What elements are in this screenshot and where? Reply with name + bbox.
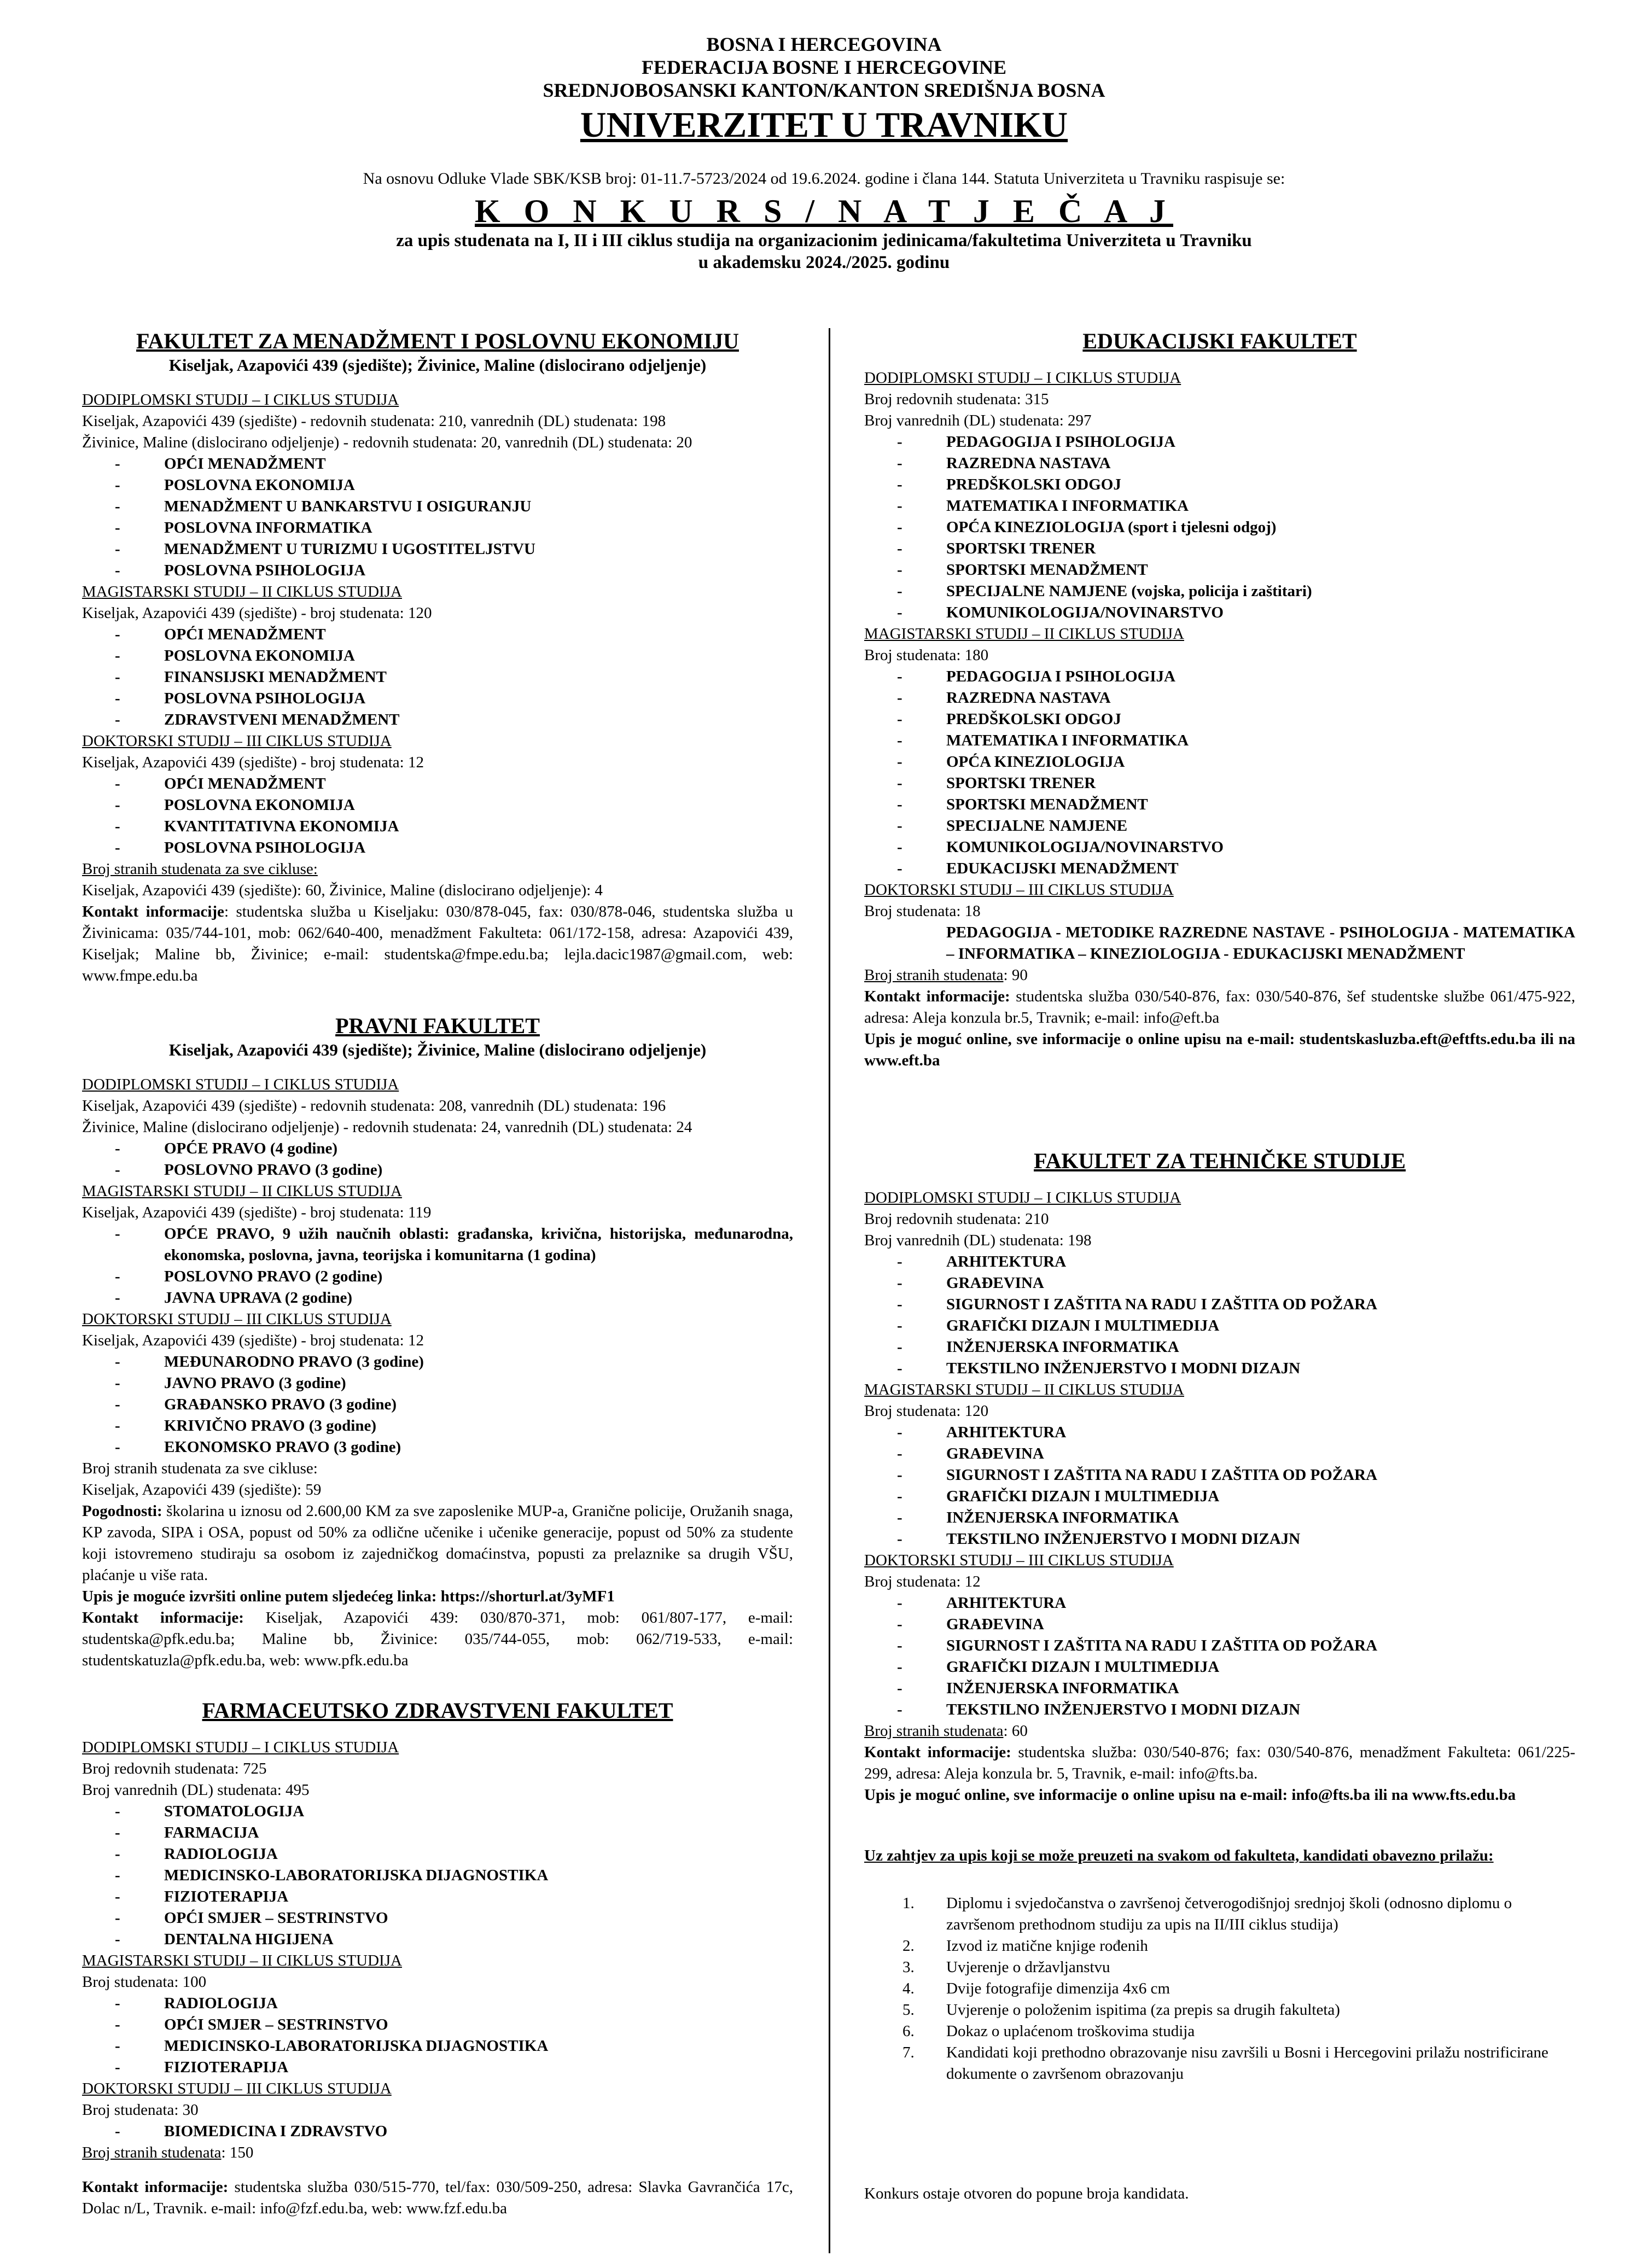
quota-line: Broj vanrednih (DL) studenata: 297 [864,412,1092,429]
requirement-number: 5. [902,2001,915,2019]
document-subtitle-2: u akademsku 2024./2025. godinu [698,253,950,272]
program-item: - JAVNO PRAVO (3 godine) [82,1373,793,1394]
program-item: - POSLOVNA EKONOMIJA [82,795,793,816]
program-item: - RADIOLOGIJA [82,1993,793,2014]
program-item: - JAVNA UPRAVA (2 godine) [82,1287,793,1309]
foreign-heading: Broj stranih studenata za sve cikluse: [82,1460,318,1477]
program-item: - OPĆI MENADŽMENT [82,773,793,795]
contact-info [864,1742,1575,1785]
program-item: - OPĆA KINEZIOLOGIJA (sport i tjelesni odgoj) [864,517,1575,538]
quota-line: Broj vanrednih (DL) studenata: 198 [864,1232,1092,1249]
contact-info [82,901,793,987]
faculty-fmpe [82,328,793,987]
contact-text: : studentska služba u Kiseljaku: 030/878-045, fax: 030/878-046, studentska služba u Živinicama: 035/744-101, mob: 062/640-400, menadžment Fakulteta: 061/172-158, adresa: Azapovići 439, Kiseljak; Maline bb, Živinice; e-mail: studentska@fmpe.edu.ba; lejla.dacic1987@gmail.com, web: www.fmpe.edu.ba [82,903,793,984]
quota-line: Broj redovnih studenata: 725 [82,1760,267,1777]
cycle-heading: DODIPLOMSKI STUDIJ – I CIKLUS STUDIJA [82,1739,399,1756]
program-item: - TEKSTILNO INŽENJERSTVO I MODNI DIZAJN [864,1358,1575,1379]
cycle-heading: DODIPLOMSKI STUDIJ – I CIKLUS STUDIJA [864,1189,1181,1206]
program-list [82,2121,793,2142]
quota-line: Broj studenata: 120 [864,1402,989,1420]
requirement-number: 7. [902,2044,915,2061]
program-item: - SPECIJALNE NAMJENE (vojska, policija i zaštitari) [864,581,1575,602]
program-item: - POSLOVNO PRAVO (3 godine) [82,1159,793,1181]
faculty-fts [864,1148,1575,1806]
contact-label: Kontakt informacije: [82,2178,229,2196]
foreign-quota: Kiseljak, Azapovići 439 (sjedište): 60, Živinice, Maline (dislocirano odjeljenje): 4 [82,882,603,899]
program-item: - PREDŠKOLSKI ODGOJ [864,709,1575,730]
requirement-item [864,1893,1575,1935]
requirement-text: Uvjerenje o položenim ispitima (za prepis sa drugih fakulteta) [946,2001,1340,2019]
faculty-title: FARMACEUTSKO ZDRAVSTVENI FAKULTET [202,1698,673,1723]
benefits-label: Pogodnosti: [82,1502,162,1520]
quota-line: Broj redovnih studenata: 315 [864,390,1049,408]
benefits-text: školarina u iznosu od 2.600,00 KM za sve zaposlenike MUP-a, Granične policije, Oružanih snaga, KP zavoda, SIPA i OSA, popust od 50% za odlične učenike i učenike generacije, popust od 50% za studente koji istovremeno studiraju sa osobom iz zajedničkog domaćinstva, popusti za prelaznike sa drugih VŠU, plaćanje u više rata. [82,1502,793,1584]
program-item: - GRAĐEVINA [864,1273,1575,1294]
left-column [82,328,793,2219]
program-list [864,1593,1575,1721]
foreign-label: Broj stranih studenata [82,2144,222,2161]
cycle-heading: DOKTORSKI STUDIJ – III CIKLUS STUDIJA [82,1310,392,1328]
foreign-quota [864,965,1575,986]
requirement-text: Izvod iz matične knjige rođenih [946,1937,1148,1955]
requirement-number: 6. [902,2022,915,2040]
program-item: - SIGURNOST I ZAŠTITA NA RADU I ZAŠTITA OD POŽARA [864,1465,1575,1486]
cycle-heading: MAGISTARSKI STUDIJ – II CIKLUS STUDIJA [82,1182,402,1200]
online-enrollment: Upis je moguć online, sve informacije o online upisu na e-mail: info@fts.ba ili na www.fts.edu.ba [864,1786,1516,1804]
program-item: - FIZIOTERAPIJA [82,1886,793,1908]
foreign-quota [82,2142,793,2164]
quota-line: Broj redovnih studenata: 210 [864,1210,1049,1228]
contact-label: Kontakt informacije: [82,1609,244,1626]
requirement-text: Dvije fotografije dimenzija 4x6 cm [946,1980,1171,1997]
program-item: - STOMATOLOGIJA [82,1801,793,1822]
program-item: - SPECIJALNE NAMJENE [864,815,1575,837]
faculty-eft [864,328,1575,1071]
program-item: - SIGURNOST I ZAŠTITA NA RADU I ZAŠTITA OD POŽARA [864,1294,1575,1315]
program-list [864,1422,1575,1550]
contact-info [82,1607,793,1671]
program-item: - GRAĐEVINA [864,1443,1575,1465]
cycle-heading: DOKTORSKI STUDIJ – III CIKLUS STUDIJA [82,2080,392,2097]
contact-label: Kontakt informacije [82,903,224,920]
requirements-list [864,1893,1575,2085]
program-item: - OPĆE PRAVO (4 godine) [82,1138,793,1159]
faculty-pravni [82,1013,793,1671]
federation-line: FEDERACIJA BOSNE I HERCEGOVINE [641,56,1007,78]
cycle-heading: DOKTORSKI STUDIJ – III CIKLUS STUDIJA [864,1552,1174,1569]
foreign-label: Broj stranih studenata [864,966,1004,984]
program-item: - GRAĐANSKO PRAVO (3 godine) [82,1394,793,1415]
program-item: - INŽENJERSKA INFORMATIKA [864,1337,1575,1358]
quota-line: Broj studenata: 30 [82,2101,199,2119]
program-item: - SPORTSKI TRENER [864,773,1575,794]
program-item: - PEDAGOGIJA I PSIHOLOGIJA [864,432,1575,453]
program-item: - EKONOMSKO PRAVO (3 godine) [82,1437,793,1458]
cycle-heading: DODIPLOMSKI STUDIJ – I CIKLUS STUDIJA [864,369,1181,387]
program-item: - GRAFIČKI DIZAJN I MULTIMEDIJA [864,1486,1575,1507]
program-list [82,453,793,581]
program-item: - SPORTSKI TRENER [864,538,1575,559]
quota-line: Kiseljak, Azapovići 439 (sjedište) - broj studenata: 12 [82,754,424,771]
contact-info [82,2177,793,2219]
faculty-location: Kiseljak, Azapovići 439 (sjedište); Živinice, Maline (dislocirano odjeljenje) [168,355,707,375]
canton-line: SREDNJOBOSANSKI KANTON/KANTON SREDIŠNJA BOSNA [543,79,1105,101]
program-item: - PEDAGOGIJA I PSIHOLOGIJA [864,666,1575,687]
program-item: - ARHITEKTURA [864,1251,1575,1273]
contact-info [864,986,1575,1029]
program-item: - MEDICINSKO-LABORATORIJSKA DIJAGNOSTIKA [82,2036,793,2057]
program-item: - SIGURNOST I ZAŠTITA NA RADU I ZAŠTITA OD POŽARA [864,1635,1575,1657]
program-item: - OPĆE PRAVO, 9 užih naučnih oblasti: građanska, krivična, historijska, međunarodna, ekonomska, poslovna, javna, teorijska i komunitarna (1 godina) [82,1223,793,1266]
faculty-title: PRAVNI FAKULTET [335,1013,540,1038]
quota-line: Kiseljak, Azapovići 439 (sjedište) - broj studenata: 120 [82,604,432,622]
contact-text: studentska služba: 030/540-876; fax: 030/540-876, menadžment Fakulteta: 061/225-299, adresa: Aleja konzula br. 5, Travnik, e-mail: info@fts.ba. [864,1744,1575,1782]
requirement-number: 3. [902,1958,915,1976]
cycle-heading: DOKTORSKI STUDIJ – III CIKLUS STUDIJA [82,732,392,750]
requirements-section [864,1845,1575,2205]
doctoral-program: PEDAGOGIJA - METODIKE RAZREDNE NASTAVE - PSIHOLOGIJA - MATEMATIKA – INFORMATIKA – KINEZIOLOGIJA - EDUKACIJSKI MENADŽMENT [946,924,1575,963]
requirement-text: Kandidati koji prethodno obrazovanje nisu završili u Bosni i Hercegovini prilažu nostrificirane dokumente o završenom obrazovanju [946,2044,1548,2083]
program-list [82,1138,793,1181]
program-item: - GRAFIČKI DIZAJN I MULTIMEDIJA [864,1315,1575,1337]
cycle-heading: DODIPLOMSKI STUDIJ – I CIKLUS STUDIJA [82,391,399,409]
cycle-heading: MAGISTARSKI STUDIJ – II CIKLUS STUDIJA [864,625,1184,643]
foreign-quota: Kiseljak, Azapovići 439 (sjedište): 59 [82,1481,322,1499]
faculty-title: FAKULTET ZA MENADŽMENT I POSLOVNU EKONOMIJU [136,329,739,353]
faculty-title: EDUKACIJSKI FAKULTET [1082,329,1357,353]
program-item: - OPĆI SMJER – SESTRINSTVO [82,1908,793,1929]
online-enrollment: Upis je moguće izvršiti online putem sljedećeg linka: https://shorturl.at/3yMF1 [82,1588,615,1605]
quota-line: Broj studenata: 18 [864,902,981,920]
program-item: - KVANTITATIVNA EKONOMIJA [82,816,793,837]
program-item: - RAZREDNA NASTAVA [864,453,1575,474]
program-item: - OPĆI MENADŽMENT [82,453,793,475]
program-item: - EDUKACIJSKI MENADŽMENT [864,858,1575,879]
quota-line: Kiseljak, Azapovići 439 (sjedište) - redovnih studenata: 210, vanrednih (DL) studenata: 198 [82,412,666,430]
program-item: - POSLOVNA INFORMATIKA [82,517,793,539]
program-item: - FINANSIJSKI MENADŽMENT [82,667,793,688]
foreign-heading: Broj stranih studenata za sve cikluse: [82,860,318,878]
program-list [82,1351,793,1458]
foreign-label: Broj stranih studenata [864,1722,1004,1740]
program-item: - TEKSTILNO INŽENJERSTVO I MODNI DIZAJN [864,1529,1575,1550]
requirement-item [864,1935,1575,1957]
program-item: - POSLOVNA EKONOMIJA [82,475,793,496]
program-item: - KRIVIČNO PRAVO (3 godine) [82,1415,793,1437]
program-item: - RADIOLOGIJA [82,1844,793,1865]
program-item: - KOMUNIKOLOGIJA/NOVINARSTVO [864,837,1575,858]
cycle-heading: DOKTORSKI STUDIJ – III CIKLUS STUDIJA [864,881,1174,899]
program-list [864,666,1575,879]
program-item: - RAZREDNA NASTAVA [864,687,1575,709]
program-list [82,624,793,731]
quota-line: Kiseljak, Azapovići 439 (sjedište) - redovnih studenata: 208, vanrednih (DL) studenata: 196 [82,1097,666,1115]
program-item: - POSLOVNA EKONOMIJA [82,645,793,667]
program-list [864,432,1575,623]
program-item: - OPĆI SMJER – SESTRINSTVO [82,2014,793,2036]
program-list [864,1251,1575,1379]
quota-line: Živinice, Maline (dislocirano odjeljenje) - redovnih studenata: 24, vanrednih (DL) studenata: 24 [82,1118,692,1136]
program-item: - POSLOVNA PSIHOLOGIJA [82,837,793,859]
cycle-heading: DODIPLOMSKI STUDIJ – I CIKLUS STUDIJA [82,1076,399,1093]
program-list [82,1223,793,1309]
program-item: - GRAFIČKI DIZAJN I MULTIMEDIJA [864,1657,1575,1678]
requirement-text: Dokaz o uplaćenom troškovima studija [946,2022,1195,2040]
quota-line: Broj studenata: 100 [82,1973,207,1991]
program-item: - OPĆI MENADŽMENT [82,624,793,645]
program-item: - MENADŽMENT U BANKARSTVU I OSIGURANJU [82,496,793,517]
benefits-info [82,1501,793,1586]
quota-line: Živinice, Maline (dislocirano odjeljenje) - redovnih studenata: 20, vanrednih (DL) studenata: 20 [82,434,692,451]
program-item: - MEĐUNARODNO PRAVO (3 godine) [82,1351,793,1373]
program-item: - ARHITEKTURA [864,1422,1575,1443]
online-enrollment: Upis je moguć online, sve informacije o online upisu na e-mail: studentskasluzba.eft@eftfts.edu.ba ili na www.eft.ba [864,1030,1575,1069]
program-item: - OPĆA KINEZIOLOGIJA [864,751,1575,773]
foreign-value: : 90 [1003,966,1028,984]
faculty-location: Kiseljak, Azapovići 439 (sjedište); Živinice, Maline (dislocirano odjeljenje) [168,1040,707,1059]
contact-text: studentska služba 030/515-770, tel/fax: 030/509-250, adresa: Slavka Gavrančića 17c, Dolac n/L, Travnik. e-mail: info@fzf.edu.ba, web: www.fzf.edu.ba [82,2178,793,2217]
country-line: BOSNA I HERCEGOVINA [706,33,942,55]
cycle-heading: MAGISTARSKI STUDIJ – II CIKLUS STUDIJA [82,1952,402,1969]
requirement-item [864,2021,1575,2042]
requirement-item [864,1999,1575,2021]
program-item: - POSLOVNA PSIHOLOGIJA [82,560,793,581]
requirement-number: 1. [902,1894,915,1912]
right-column [864,328,1575,2205]
program-item: - SPORTSKI MENADŽMENT [864,794,1575,815]
program-item: - FIZIOTERAPIJA [82,2057,793,2078]
requirement-number: 2. [902,1937,915,1955]
foreign-quota [864,1721,1575,1742]
foreign-value: : 60 [1003,1722,1028,1740]
requirement-text: Diplomu i svjedočanstva o završenoj četverogodišnjoj srednjoj školi (odnosno diplomu o završenom prethodnom studiju za upis na II/III ciklus studija) [946,1894,1512,1933]
program-item: - POSLOVNO PRAVO (2 godine) [82,1266,793,1287]
faculty-title: FAKULTET ZA TEHNIČKE STUDIJE [1034,1148,1406,1173]
quota-line: Kiseljak, Azapovići 439 (sjedište) - broj studenata: 12 [82,1332,424,1349]
program-item: - INŽENJERSKA INFORMATIKA [864,1678,1575,1699]
requirement-text: Uvjerenje o državljanstvu [946,1958,1110,1976]
contact-label: Kontakt informacije: [864,1744,1011,1761]
quota-line: Kiseljak, Azapovići 439 (sjedište) - broj studenata: 119 [82,1204,432,1221]
contact-text: studentska služba 030/540-876, fax: 030/540-876, šef studentske službe 061/475-922, adresa: Aleja konzula br.5, Travnik; e-mail: info@eft.ba [864,988,1575,1027]
requirement-item [864,2042,1575,2085]
program-item: - ARHITEKTURA [864,1593,1575,1614]
program-item: - MENADŽMENT U TURIZMU I UGOSTITELJSTVU [82,539,793,560]
foreign-value: : 150 [221,2144,254,2161]
document-header [82,33,1566,273]
requirement-item [864,1957,1575,1978]
program-item: - DENTALNA HIGIJENA [82,1929,793,1950]
program-item: - POSLOVNA PSIHOLOGIJA [82,688,793,709]
program-item: - GRAĐEVINA [864,1614,1575,1635]
program-item: - ZDRAVSTVENI MENADŽMENT [82,709,793,731]
document-subtitle-1: za upis studenata na I, II i III ciklus studija na organizacionim jedinicama/fakultetima Univerziteta u Travniku [396,231,1252,250]
cycle-heading: MAGISTARSKI STUDIJ – II CIKLUS STUDIJA [82,583,402,600]
closing-note: Konkurs ostaje otvoren do popune broja kandidata. [864,2185,1189,2202]
program-list [82,773,793,859]
program-item: - KOMUNIKOLOGIJA/NOVINARSTVO [864,602,1575,623]
requirements-title: Uz zahtjev za upis koji se može preuzeti na svakom od fakulteta, kandidati obavezno prilažu: [864,1847,1494,1864]
program-item: - MEDICINSKO-LABORATORIJSKA DIJAGNOSTIKA [82,1865,793,1886]
requirement-number: 4. [902,1980,915,1997]
program-list [82,1993,793,2078]
program-item: - MATEMATIKA I INFORMATIKA [864,495,1575,517]
faculty-fzf [82,1698,793,2219]
document-title: K O N K U R S / N A T J E Č A J [475,193,1173,229]
program-item: - BIOMEDICINA I ZDRAVSTVO [82,2121,793,2142]
program-item: - SPORTSKI MENADŽMENT [864,559,1575,581]
quota-line: Broj studenata: 12 [864,1573,981,1590]
contact-label: Kontakt informacije: [864,988,1010,1005]
quota-line: Broj studenata: 180 [864,646,989,664]
university-name: UNIVERZITET U TRAVNIKU [580,105,1068,145]
program-item: - MATEMATIKA I INFORMATIKA [864,730,1575,751]
quota-line: Broj vanrednih (DL) studenata: 495 [82,1781,310,1799]
program-item: - PREDŠKOLSKI ODGOJ [864,474,1575,495]
legal-basis: Na osnovu Odluke Vlade SBK/KSB broj: 01-11.7-5723/2024 od 19.6.2024. godine i člana 144. Statuta Univerziteta u Travniku raspisuje se: [363,170,1285,188]
contact-text: Kiseljak, Azapovići 439: 030/870-371, mob: 061/807-177, e-mail: studentska@pfk.edu.ba; Maline bb, Živinice: 035/744-055, mob: 062/719-533, e-mail: studentskatuzla@pfk.edu.ba, web: www.pfk.edu.ba [82,1609,793,1669]
program-item: - TEKSTILNO INŽENJERSTVO I MODNI DIZAJN [864,1699,1575,1721]
requirement-item [864,1978,1575,1999]
column-divider [829,328,830,2253]
cycle-heading: MAGISTARSKI STUDIJ – II CIKLUS STUDIJA [864,1381,1184,1398]
program-item: - INŽENJERSKA INFORMATIKA [864,1507,1575,1529]
program-item: - FARMACIJA [82,1822,793,1844]
program-list [82,1801,793,1950]
